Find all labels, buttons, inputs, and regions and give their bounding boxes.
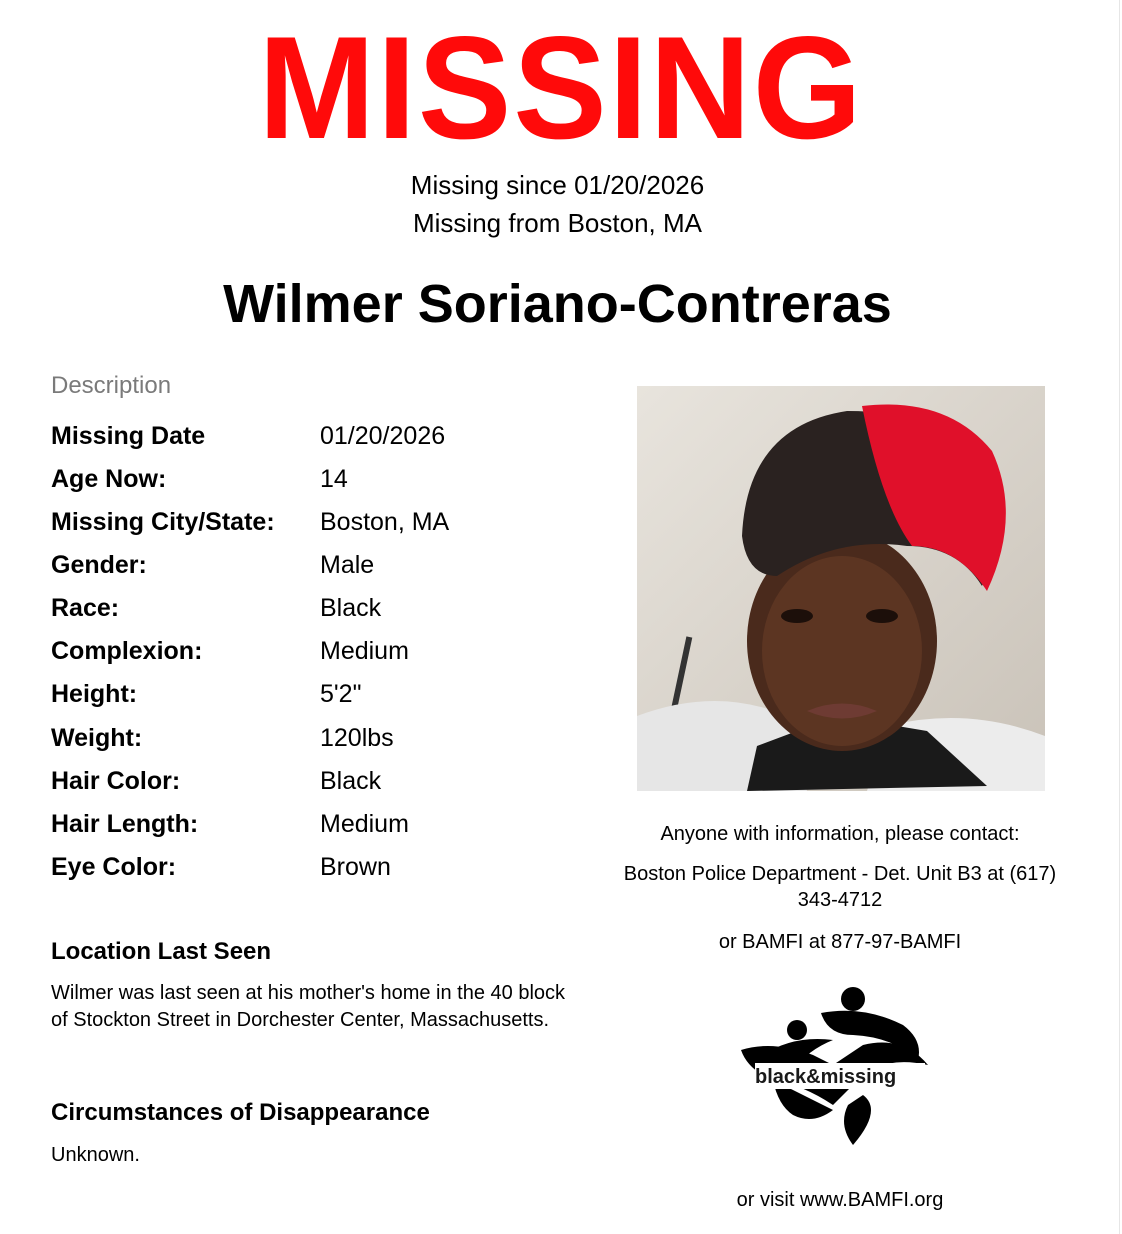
detail-row-hair-length: [51, 810, 571, 840]
detail-value: Brown: [320, 853, 391, 881]
detail-row-height: [51, 680, 571, 710]
contact-website: or visit www.BAMFI.org: [736, 1189, 944, 1211]
detail-value: Black: [320, 767, 382, 795]
detail-label: Height:: [51, 680, 138, 708]
detail-label: Hair Color:: [51, 767, 181, 795]
detail-value: 01/20/2026: [320, 422, 446, 450]
detail-row-hair-color: [51, 767, 571, 797]
detail-value: Male: [320, 551, 375, 579]
location-last-seen-title: Location Last Seen: [51, 938, 272, 965]
detail-row-gender: [51, 551, 571, 581]
detail-value: Medium: [320, 810, 409, 838]
black-and-missing-logo: [733, 985, 933, 1155]
location-last-seen-text: Wilmer was last seen at his mother's home in the 40 block of Stockton Street in Dorchester Center, Massachusetts.: [51, 982, 566, 1031]
person-name: Wilmer Soriano-Contreras: [223, 274, 892, 334]
detail-label: Race:: [51, 594, 120, 622]
contact-alternate: or BAMFI at 877-97-BAMFI: [718, 931, 962, 953]
circumstances-title: Circumstances of Disappearance: [51, 1099, 430, 1126]
missing-from-text: Missing from Boston, MA: [413, 208, 702, 238]
detail-row-eye-color: [51, 853, 571, 883]
detail-value: 5'2": [320, 680, 362, 708]
detail-label: Weight:: [51, 724, 143, 752]
detail-value: Medium: [320, 637, 409, 665]
detail-value: Boston, MA: [320, 508, 450, 536]
detail-label: Missing Date: [51, 422, 206, 450]
detail-row-age: [51, 465, 571, 495]
detail-label: Eye Color:: [51, 853, 177, 881]
detail-row-missing-date: [51, 422, 571, 452]
detail-row-complexion: [51, 637, 571, 667]
detail-value: 120lbs: [320, 724, 394, 752]
description-heading: Description: [51, 372, 172, 399]
contact-agency: Boston Police Department - Det. Unit B3 at (617) 343-4712: [623, 863, 1057, 911]
missing-since-text: Missing since 01/20/2026: [410, 170, 705, 200]
detail-value: Black: [320, 594, 382, 622]
page-edge: [1119, 0, 1120, 1234]
contact-intro: Anyone with information, please contact:: [660, 823, 1020, 845]
detail-row-weight: [51, 724, 571, 754]
logo-wordmark: black&missing: [755, 1066, 897, 1088]
detail-label: Gender:: [51, 551, 147, 579]
detail-row-city-state: [51, 508, 571, 538]
detail-value: 14: [320, 465, 348, 493]
detail-label: Age Now:: [51, 465, 167, 493]
detail-label: Complexion:: [51, 637, 203, 665]
detail-label: Hair Length:: [51, 810, 199, 838]
detail-label: Missing City/State:: [51, 508, 275, 536]
person-photo: [637, 386, 1045, 791]
detail-row-race: [51, 594, 571, 624]
circumstances-text: Unknown.: [51, 1144, 140, 1166]
missing-headline: MISSING: [258, 6, 864, 169]
